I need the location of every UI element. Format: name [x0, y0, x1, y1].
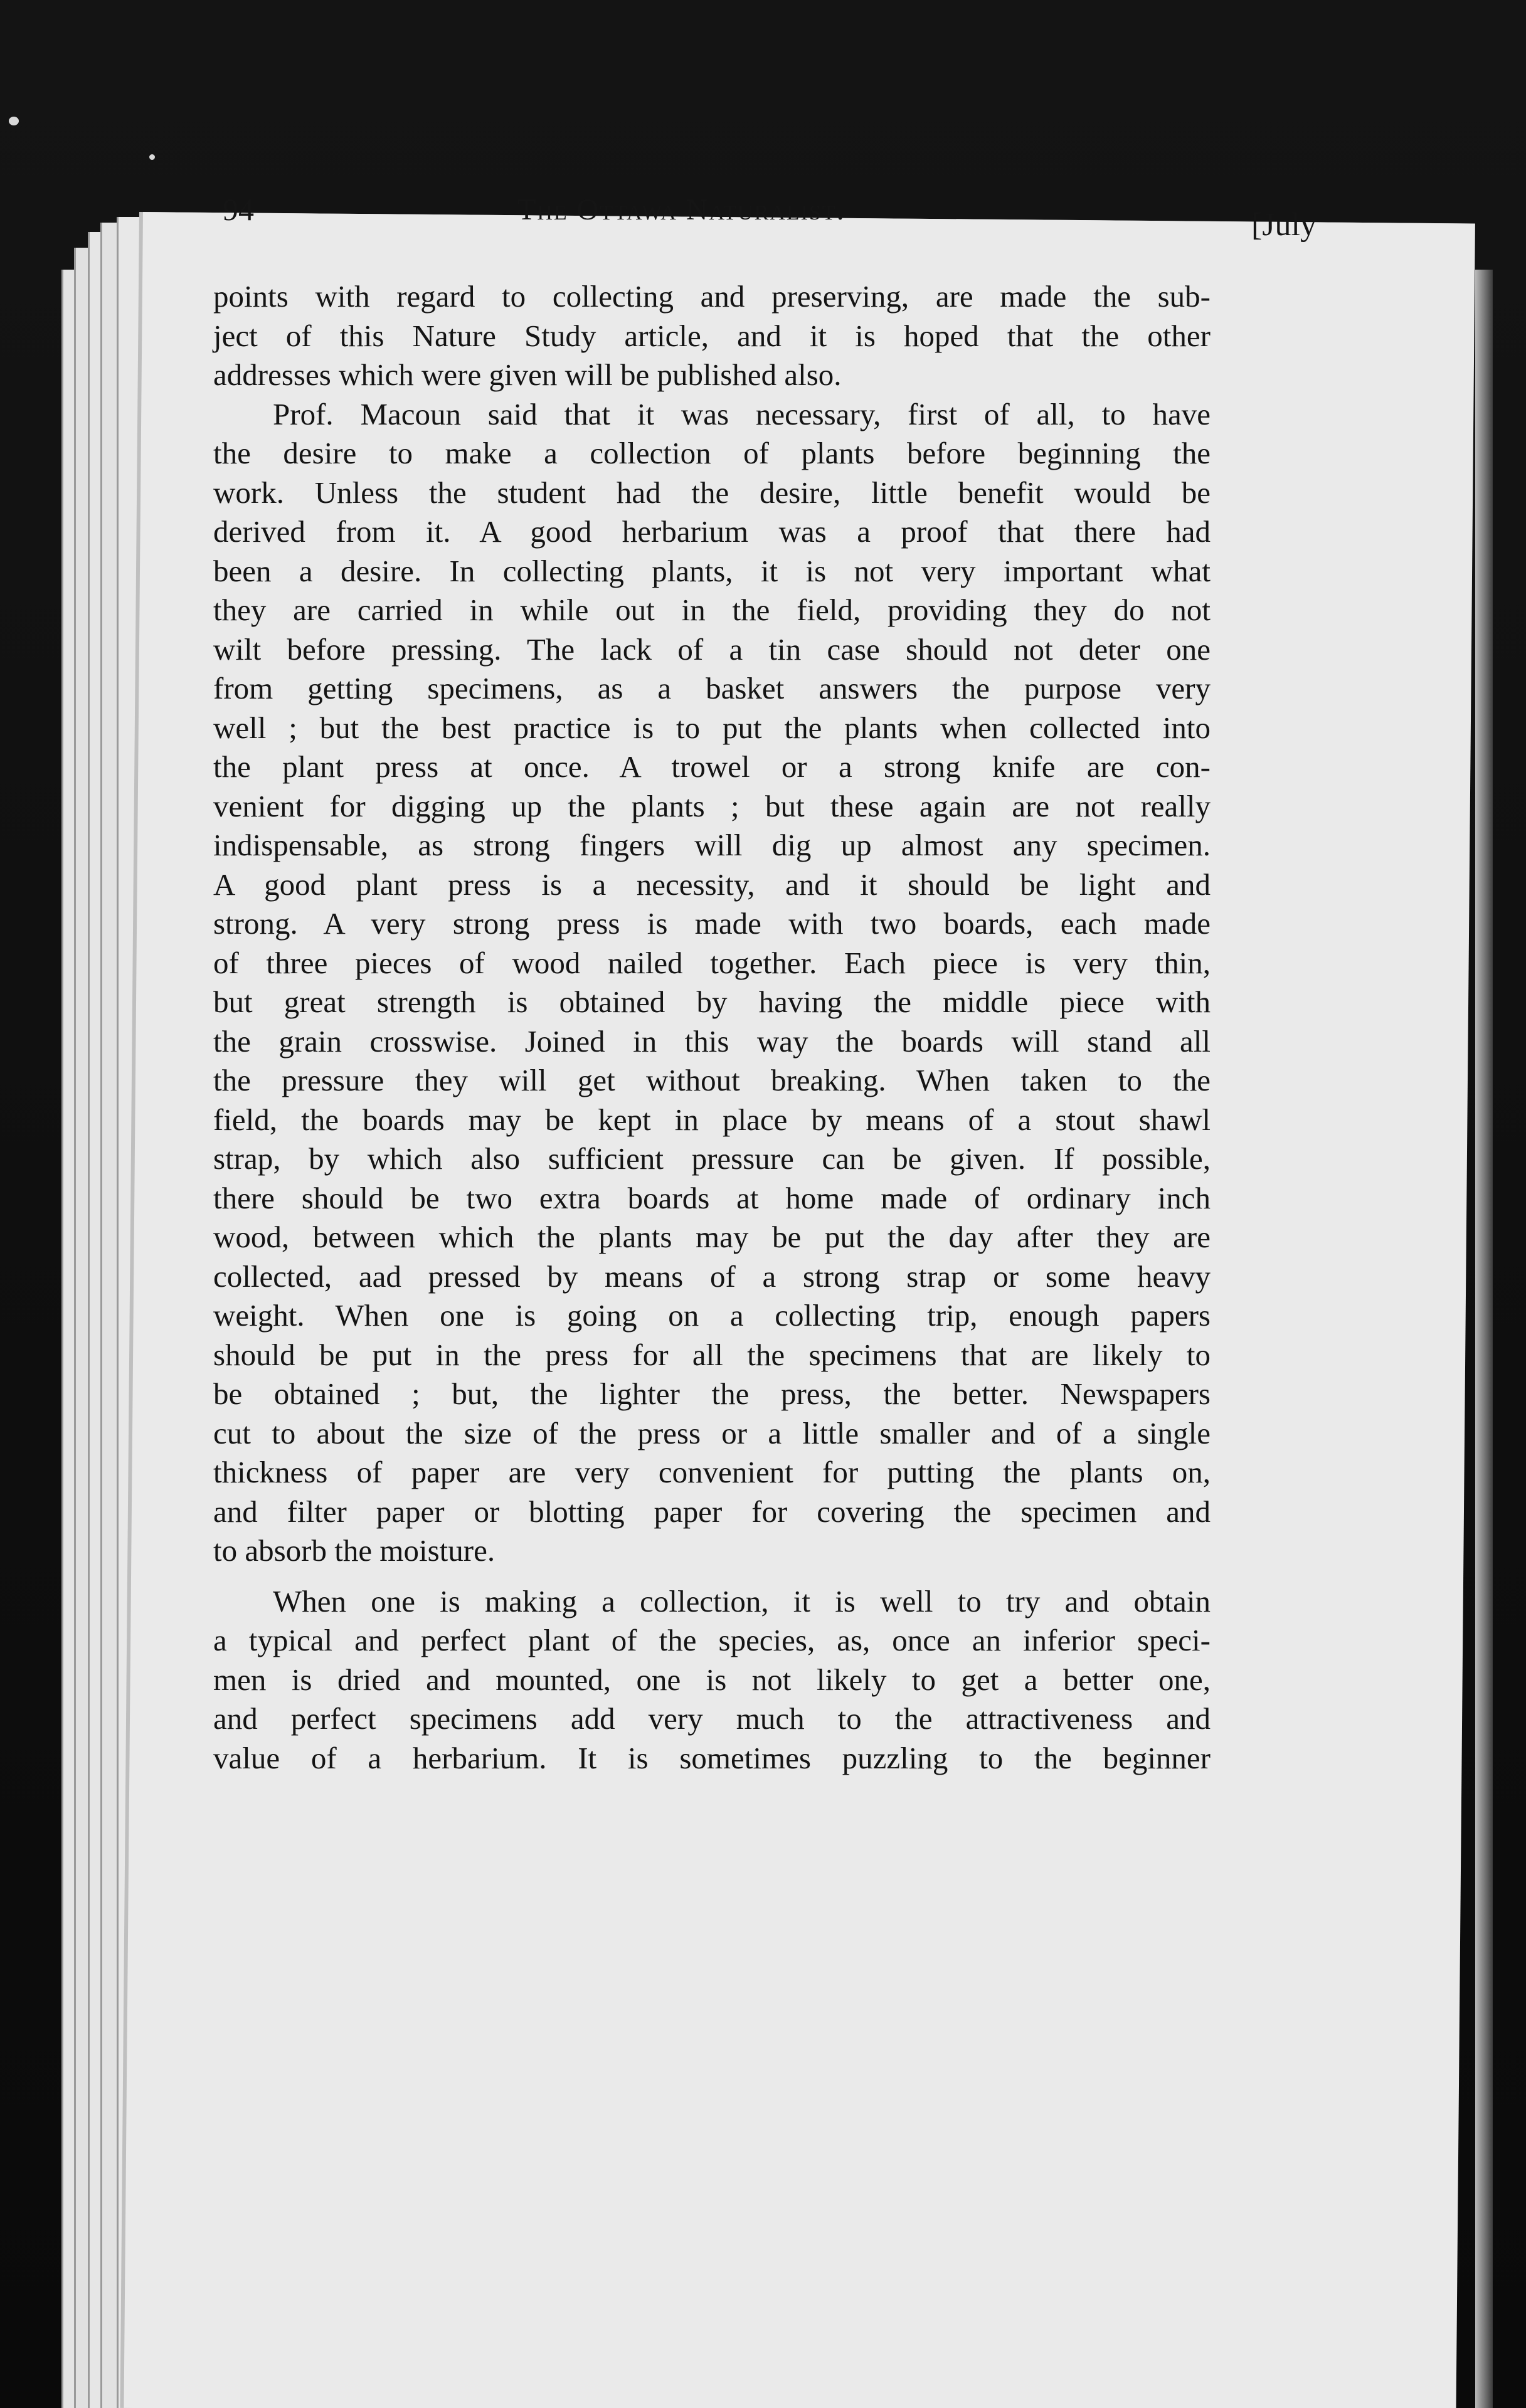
running-title: The Ottawa Naturalist. — [517, 193, 845, 226]
dust-speck — [149, 154, 155, 160]
text-line: a typical and perfect plant of the species, as, once an inferior speci- — [213, 1623, 1211, 1657]
dust-speck — [9, 117, 19, 125]
text-line: they are carried in while out in the field, providing they do not — [213, 593, 1211, 627]
text-line: the grain crosswise. Joined in this way the boards will stand all — [213, 1023, 1211, 1059]
text-line: and filter paper or blotting paper for covering the specimen and — [213, 1494, 1211, 1529]
article-text — [213, 277, 1211, 1778]
page-right-edge — [1475, 270, 1493, 2408]
text-line: indispensable, as strong fingers will dig up almost any specimen. — [213, 828, 1211, 862]
text-line: but great strength is obtained by having the middle piece with — [213, 985, 1211, 1019]
text-line: value of a herbarium. It is sometimes puzzling to the beginner — [213, 1740, 1211, 1775]
text-line: collected, aad pressed by means of a strong strap or some heavy — [213, 1259, 1211, 1294]
text-line: the desire to make a collection of plants before beginning the — [213, 436, 1211, 470]
text-line: be obtained ; but, the lighter the press, the better. Newspapers — [213, 1376, 1211, 1411]
text-line: the plant press at once. A trowel or a strong knife are con- — [213, 749, 1211, 784]
text-line: cut to about the size of the press or a little smaller and of a single — [213, 1415, 1211, 1450]
text-line: venient for digging up the plants ; but these again are not really — [213, 788, 1211, 823]
text-line: thickness of paper are very convenient for putting the plants on, — [213, 1455, 1211, 1489]
text-line: wood, between which the plants may be put the day after they are — [213, 1220, 1211, 1254]
text-line: of three pieces of wood nailed together. Each piece is very thin, — [213, 945, 1211, 980]
page-number: 94 — [223, 192, 254, 227]
text-line: When one is making a collection, it is well to try and obtain — [273, 1583, 1211, 1619]
text-line: to absorb the moisture. — [213, 1533, 495, 1568]
text-line: field, the boards may be kept in place by means of a stout shawl — [213, 1102, 1211, 1137]
text-line: men is dried and mounted, one is not likely to get a better one, — [213, 1662, 1211, 1697]
text-line: A good plant press is a necessity, and it should be light and — [213, 867, 1211, 902]
text-line: weight. When one is going on a collecting trip, enough papers — [213, 1298, 1211, 1333]
text-line: and perfect specimens add very much to the attractiveness and — [213, 1701, 1211, 1736]
text-line: well ; but the best practice is to put the plants when collected into — [213, 710, 1211, 745]
paragraph-gap — [213, 1571, 1211, 1582]
text-line: points with regard to collecting and preserving, are made the sub- — [213, 279, 1211, 314]
text-line: Prof. Macoun said that it was necessary, first of all, to have — [273, 396, 1211, 431]
text-line: wilt before pressing. The lack of a tin case should not deter one — [213, 631, 1211, 667]
issue-month: [July — [1251, 207, 1317, 243]
text-line: ject of this Nature Study article, and it is hoped that the other — [213, 318, 1211, 353]
text-line: there should be two extra boards at home made of ordinary inch — [213, 1180, 1211, 1215]
text-line: the pressure they will get without breaking. When taken to the — [213, 1063, 1211, 1097]
text-line: from getting specimens, as a basket answers the purpose very — [213, 671, 1211, 705]
text-line: addresses which were given will be published also. — [213, 357, 842, 392]
text-line: been a desire. In collecting plants, it is not very important what — [213, 553, 1211, 588]
text-line: should be put in the press for all the specimens that are likely to — [213, 1337, 1211, 1372]
text-line: strap, by which also sufficient pressure can be given. If possible, — [213, 1141, 1211, 1176]
page-header — [223, 191, 1358, 248]
text-line: strong. A very strong press is made with two boards, each made — [213, 906, 1211, 941]
text-line: derived from it. A good herbarium was a proof that there had — [213, 514, 1211, 549]
text-line: work. Unless the student had the desire, little benefit would be — [213, 475, 1211, 510]
